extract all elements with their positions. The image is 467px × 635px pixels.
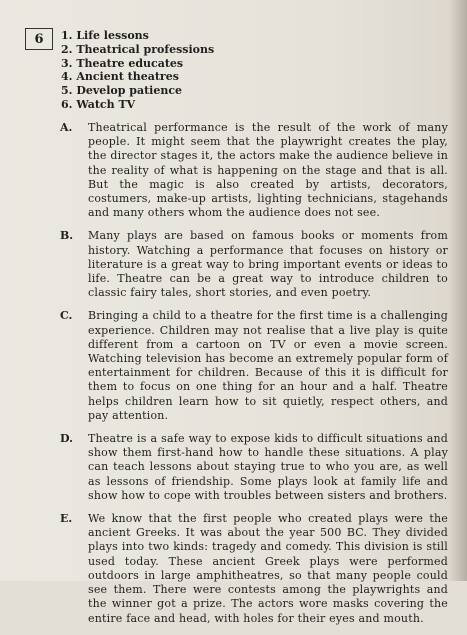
task-number-box: [25, 28, 53, 50]
paragraph-text: Theatre is a safe way to expose kids to difficult situations and show them first-hand how to handle these situations. A play can teach lessons about staying true to who you are, as well as lessons of friendship. Some plays look at family life and show how to cope with troubles between sisters and brothers.: [88, 432, 448, 502]
paragraph-text: Bringing a child to a theatre for the first time is a challenging experience. Children may not realise that a live play is quite different from a cartoon on TV or even a movie screen. Watching television has become an extremely popular form of entertainment for children. Because of this it is difficult for them to focus on one thing for an hour and a half. Theatre helps children learn how to sit quietly, respect others, and pay attention.: [88, 309, 448, 422]
text-paragraph-a: [60, 121, 448, 220]
paragraph-letter: E.: [60, 512, 73, 526]
task-number: 6: [34, 31, 44, 47]
heading-item: 2. Theatrical professions: [61, 42, 215, 56]
text-paragraph-e: [60, 512, 448, 626]
heading-item: 1. Life lessons: [61, 29, 149, 42]
paragraph-text: Many plays are based on famous books or moments from history. Watching a performance that focuses on history or literature is a great way to bring important events or ideas to life. Theatre can be a great way to introduce children to classic fairy tales, short stories, and even poetry.: [88, 229, 448, 300]
text-paragraph-d: [60, 432, 448, 503]
paragraph-letter: C.: [60, 309, 73, 323]
heading-item: 6. Watch TV: [61, 97, 136, 111]
page-edge-shadow: [449, 0, 467, 581]
text-paragraph-b: [60, 229, 448, 300]
paragraph-letter: A.: [60, 121, 73, 134]
heading-item: 3. Theatre educates: [61, 56, 184, 70]
paragraph-text: We know that the first people who created plays were the ancient Greeks. It was about the year 500 BC. They divided plays into two kinds: tragedy and comedy. This division is still used today. These ancient Greek plays were performed outdoors in large amphitheatres, so that many people could see them. There were contests among the playwrights and the winner got a prize. The actors wore masks covering the entire face and head, with holes for their eyes and mouth.: [88, 512, 448, 625]
heading-item: 4. Ancient theatres: [61, 70, 179, 84]
text-paragraph-c: [60, 309, 448, 423]
paragraph-letter: D.: [60, 432, 73, 446]
paragraph-letter: B.: [60, 229, 74, 243]
headings-list: [61, 29, 214, 112]
heading-item: 5. Develop patience: [61, 84, 183, 98]
texts-section: [60, 121, 448, 635]
paragraph-text: Theatrical performance is the result of the work of many people. It might seem that the playwright creates the play, the director stages it, the actors make the audience believe in the reality of what is happening on the stage and that is all. But the magic is also created by artists, decorators, costumers, make-up artists, lighting technicians, stagehands and many others whom the audience does not see.: [88, 121, 448, 220]
